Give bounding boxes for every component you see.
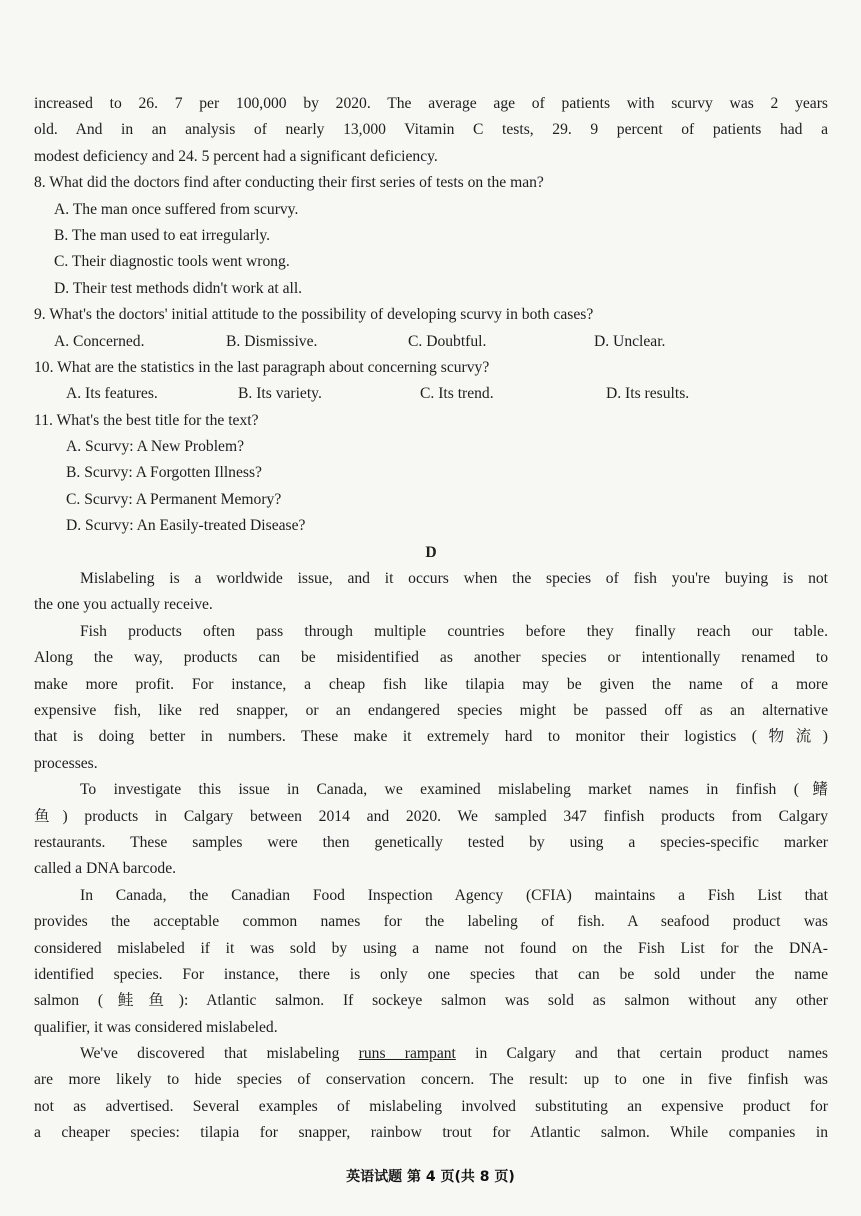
- question-stem: 8. What did the doctors find after conducting their first series of tests on the man?: [34, 174, 544, 192]
- text-line: called a DNA barcode.: [34, 860, 177, 878]
- text-line: Mislabeling is a worldwide issue, and it occurs when the species of fish you're buying is not: [80, 570, 828, 588]
- text-line: 鱼) products in Calgary between 2014 and 2020. We sampled 347 finfish products from Calgary: [34, 807, 828, 825]
- option-a: A. Scurvy: A New Problem?: [66, 438, 245, 456]
- text-line: that is doing better in numbers. These make it extremely hard to monitor their logistics (物流): [34, 728, 828, 746]
- passage-d: [34, 566, 828, 1147]
- option-c: C. Scurvy: A Permanent Memory?: [66, 490, 282, 508]
- scurvy-passage-end: [34, 91, 828, 170]
- option-b: B. The man used to eat irregularly.: [54, 226, 271, 244]
- text-run: We've discovered that mislabeling: [80, 1045, 359, 1063]
- text-line: considered mislabeled if it was sold by using a name not found on the Fish List for the DNA-: [34, 939, 828, 957]
- option-b: B. Its variety.: [238, 385, 322, 403]
- page-footer: 英语试题 第 4 页(共 8 页): [346, 1169, 515, 1185]
- text-line: processes.: [34, 754, 98, 772]
- text-line: increased to 26. 7 per 100,000 by 2020. The average age of patients with scurvy was 2 years: [34, 95, 828, 112]
- text-line: are more likely to hide species of conservation concern. The result: up to one in five finfish was: [34, 1071, 828, 1089]
- option-c: C. Doubtful.: [408, 332, 487, 350]
- question-stem: 10. What are the statistics in the last paragraph about concerning scurvy?: [34, 358, 490, 376]
- option-b: B. Scurvy: A Forgotten Illness?: [66, 464, 262, 482]
- option-a: A. The man once suffered from scurvy.: [54, 200, 299, 218]
- text-line: restaurants. These samples were then genetically tested by using a species-specific marker: [34, 833, 828, 851]
- paragraph-4: [34, 883, 828, 1041]
- text-line: qualifier, it was considered mislabeled.: [34, 1018, 278, 1036]
- text-line: Along the way, products can be misidentified as another species or intentionally renamed to: [34, 649, 828, 667]
- options-row: [34, 381, 828, 407]
- option-d: D. Their test methods didn't work at all.: [54, 279, 303, 297]
- option-d: D. Scurvy: An Easily-treated Disease?: [66, 517, 306, 535]
- text-line: In Canada, the Canadian Food Inspection Agency (CFIA) maintains a Fish List that: [80, 886, 828, 904]
- section-title: D: [425, 543, 437, 561]
- text-line: the one you actually receive.: [34, 596, 213, 614]
- text-line: expensive fish, like red snapper, or an endangered species might be passed off as an alternative: [34, 701, 828, 719]
- text-line: a cheaper species: tilapia for snapper, rainbow trout for Atlantic salmon. While companies in: [34, 1124, 828, 1142]
- option-d: D. Its results.: [606, 385, 690, 403]
- options-row: [34, 329, 828, 355]
- paragraph-5: [34, 1041, 828, 1147]
- paragraph-2: [34, 619, 828, 777]
- question-stem: 9. What's the doctors' initial attitude to the possibility of developing scurvy in both cases?: [34, 306, 594, 324]
- underlined-phrase: runs rampant: [358, 1045, 456, 1063]
- question-11: [34, 408, 828, 540]
- text-line: not as advertised. Several examples of mislabeling involved substituting an expensive product for: [34, 1097, 828, 1115]
- option-d: D. Unclear.: [594, 332, 666, 350]
- paragraph-1: [34, 566, 828, 619]
- option-b: B. Dismissive.: [226, 332, 318, 350]
- text-line: To investigate this issue in Canada, we examined mislabeling market names in finfish (鳍: [80, 781, 828, 799]
- text-line: provides the acceptable common names for the labeling of fish. A seafood product was: [34, 913, 828, 931]
- option-a: A. Concerned.: [54, 332, 145, 350]
- paragraph-3: [34, 777, 828, 883]
- text-line: modest deficiency and 24. 5 percent had a significant deficiency.: [34, 147, 438, 165]
- text-line: old. And in an analysis of nearly 13,000 Vitamin C tests, 29. 9 percent of patients had a: [34, 121, 828, 139]
- question-10: [34, 355, 828, 408]
- text-line: salmon (鲑鱼): Atlantic salmon. If sockeye salmon was sold as salmon without any other: [34, 992, 828, 1010]
- option-a: A. Its features.: [66, 385, 158, 403]
- text-line: make more profit. For instance, a cheap fish like tilapia may be given the name of a more: [34, 675, 828, 693]
- text-run: in Calgary and that certain product names: [455, 1045, 828, 1063]
- text-line: [34, 1041, 828, 1067]
- question-8: [34, 170, 828, 302]
- text-line: Fish products often pass through multiple countries before they finally reach our table.: [80, 622, 828, 640]
- text-line: identified species. For instance, there is only one species that can be sold under the name: [34, 965, 828, 983]
- option-c: C. Their diagnostic tools went wrong.: [54, 253, 290, 271]
- question-9: [34, 302, 828, 355]
- question-stem: 11. What's the best title for the text?: [34, 411, 259, 429]
- option-c: C. Its trend.: [420, 385, 494, 403]
- exam-page: [34, 91, 828, 1147]
